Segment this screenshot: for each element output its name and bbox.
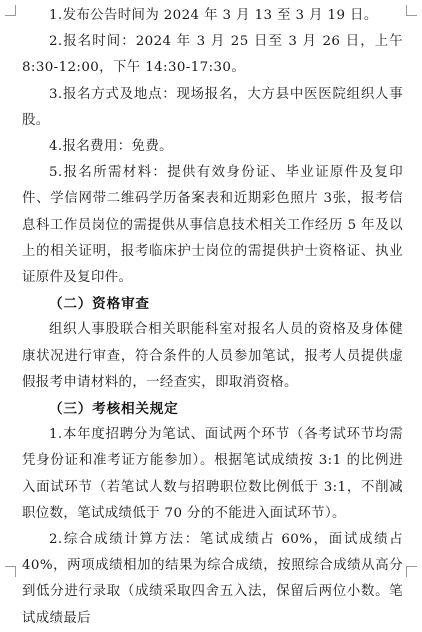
section-heading-qualification-review: （二）资格审查 [49, 296, 150, 313]
paragraph-exam-structure: 1.本年度招聘分为笔试、面试两个环节（各考试环节均需凭身份证和准考证方能参加）。根据笔试成绩按 3:1 的比例进入面试环节（若笔试人数与招聘职位数比例低于 3:1，不削减职位数，笔试成绩低于 70 分的不能进入面试环节）。 [22, 427, 403, 521]
paragraph-registration-fee: 4.报名费用：免费。 [49, 139, 173, 155]
paragraph-qualification-review: 组织人事股联合相关职能科室对报名人员的资格及身体健康状况进行审查，符合条件的人员参加笔试，报考人员提供虚假报考申请材料的，一经查实，即取消资格。 [22, 322, 403, 390]
paragraph-required-materials: 5.报名所需材料：提供有效身份证、毕业证原件及复印件、学信网带二维码学历备案表和近期彩色照片 3张，报考信息科工作员岗位的需提供从事信息技术相关工作经历 5 年及以上的相关证明，报考临床护士岗位的需提供护士资格证、执业证原件及复印件。 [22, 165, 403, 286]
paragraph-registration-place: 3.报名方式及地点：现场报名，大方县中医医院组织人事股。 [22, 86, 403, 128]
paragraph-publish-time: 1.发布公告时间为 2024 年 3 月 13 至 3 月 19 日。 [49, 8, 378, 23]
page-corner-mark-top-left [5, 5, 16, 16]
paragraph-score-calculation: 2.综合成绩计算方法：笔试成绩占 60%，面试成绩占 40%，两项成绩相加的结果为综合成绩，按照综合成绩从高分到低分进行录取（成绩采取四舍五入法，保留后两位小数。笔试成绩最后 [22, 532, 403, 626]
section-heading-assessment-rules: （三）考核相关规定 [49, 401, 179, 418]
document-body [22, 3, 403, 632]
page-corner-mark-top-right [406, 5, 417, 16]
page-corner-mark-bottom-left [5, 566, 16, 577]
page-corner-mark-bottom-right [406, 566, 417, 577]
paragraph-registration-time: 2.报名时间：2024 年 3 月 25 日至 3 月 26 日，上午 8:30-12:00，下午 14:30-17:30。 [22, 34, 403, 76]
